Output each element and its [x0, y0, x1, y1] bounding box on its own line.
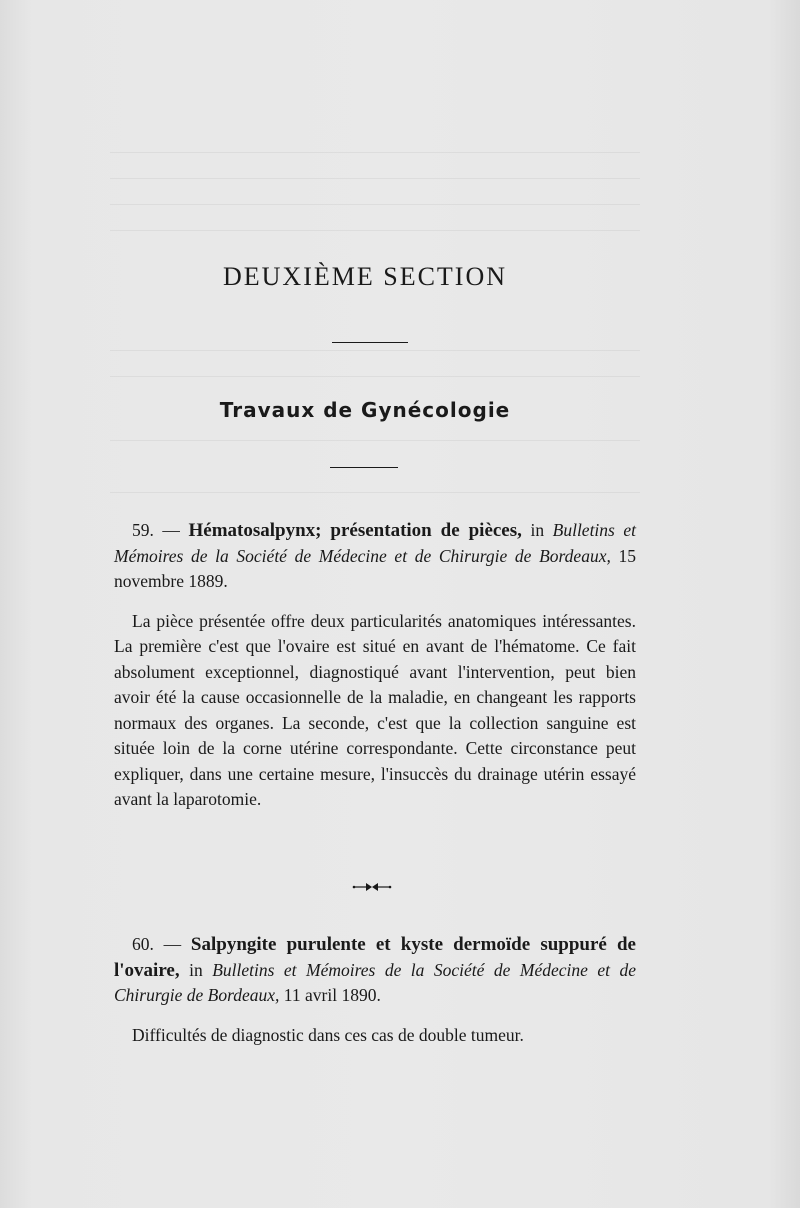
bleed-through-line — [110, 350, 640, 351]
entry-title: Salpyngite purulente et kyste dermoïde suppuré de l'ovaire, — [114, 934, 636, 981]
entry-date: 11 avril 1890. — [283, 985, 381, 1005]
entry-number: 60. — — [132, 934, 182, 954]
bleed-through-line — [110, 152, 640, 153]
bleed-through-line — [110, 492, 640, 493]
divider-rule — [332, 342, 408, 343]
bleed-through-line — [110, 178, 640, 179]
entry-date: 15 novembre 1889. — [114, 545, 637, 591]
entry-source: Bulletins et Mémoires de la Société de Médecine et de Chirurgie de Bordeaux, — [114, 520, 637, 566]
subsection-title: Travaux de Gynécologie — [219, 398, 511, 422]
bibliography-entry — [114, 518, 636, 813]
ornament-divider — [352, 881, 392, 893]
entry-heading — [114, 932, 636, 1009]
entry-body: Difficultés de diagnostic dans ces cas de double tumeur. — [132, 1024, 524, 1045]
entry-prefix: in — [189, 959, 203, 980]
bleed-through-line — [110, 230, 640, 231]
bibliography-entry — [114, 932, 636, 1048]
bleed-through-line — [110, 376, 640, 377]
entry-heading — [114, 518, 636, 595]
bleed-through-line — [110, 440, 640, 441]
bleed-through-line — [110, 204, 640, 205]
entry-prefix: in — [530, 520, 545, 540]
entry-number: 59. — — [132, 520, 180, 540]
section-title: DEUXIÈME SECTION — [222, 262, 508, 291]
entry-source: Bulletins et Mémoires de la Société de Médecine et de Chirurgie de Bordeaux, — [114, 959, 637, 1005]
entry-title: Hématosalpynx; présentation de pièces, — [188, 520, 522, 541]
entry-body: La pièce présentée offre deux particularités anatomiques intéressantes. La première c'est que l'ovaire est situé en avant de l'hématome. Ce fait absolument exceptionnel, diagnostiqué avant l'intervention, peut bien avoir été la cause occasionnelle de la maladie, en changeant les rapports normaux des organes. La seconde, c'est que la collection sanguine est située loin de la corne utérine correspondante. Cette circonstance peut expliquer, dans une certaine mesure, l'insuccès du drainage utérin essayé avant la laparotomie. — [114, 610, 636, 809]
divider-rule — [330, 467, 398, 468]
